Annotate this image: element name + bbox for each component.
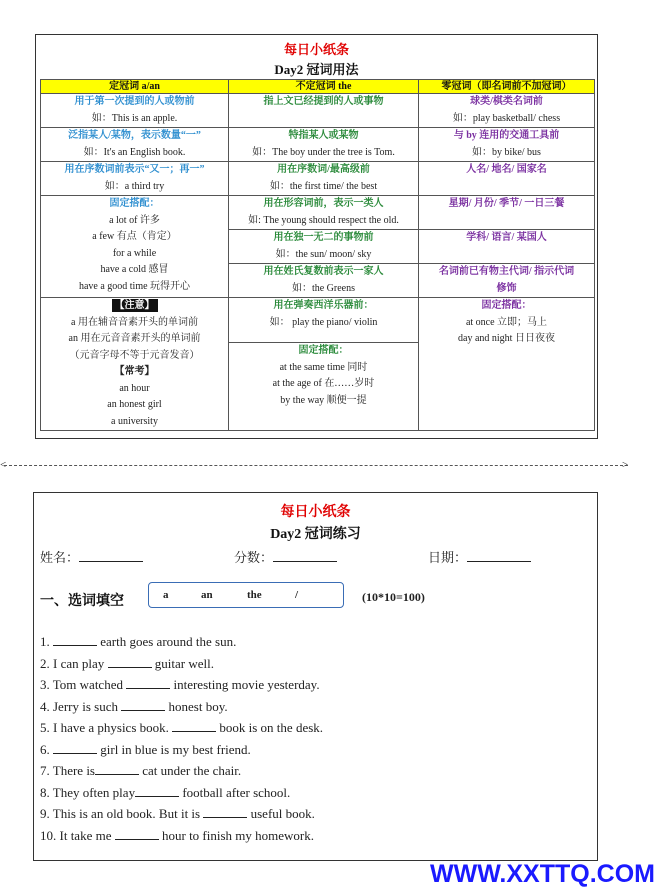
section-heading: 一、选词填空 <box>40 594 124 609</box>
example-text: 如：the Greens <box>291 282 356 294</box>
rule-text: 用在弹奏西洋乐器前： <box>273 300 374 311</box>
phrase-item: have a good time 玩得开心 <box>78 280 191 292</box>
rule-text: 特指某人或某物 <box>288 130 359 141</box>
example-text: 如： play the piano/ violin <box>269 316 378 328</box>
site-watermark: WWW.XXTTQ.COM <box>430 860 655 888</box>
answer-blank[interactable] <box>53 740 97 754</box>
answer-blank[interactable] <box>126 675 170 689</box>
rule-text: 学科/ 语言/ 某国人 <box>466 232 547 243</box>
phrase-item: at the same time 同时 <box>279 361 368 373</box>
common-label: 【常考】 <box>114 366 155 377</box>
rule-text: 与 by 连用的交通工具前 <box>453 130 560 141</box>
phrase-item: have a cold 感冒 <box>100 264 169 275</box>
question-item: 9. This is an old book. But it is useful book. <box>40 806 315 821</box>
score-field[interactable] <box>234 547 337 566</box>
article-rules-table <box>40 79 595 431</box>
question-item: 10. It take me hour to finish my homework. <box>40 827 314 843</box>
phrase-title: 固定搭配： <box>481 300 532 311</box>
common-item: an hour <box>119 382 150 394</box>
phrase-item: at the age of 在……岁时 <box>272 378 375 389</box>
score-label: 分数： <box>234 550 274 565</box>
question-item: 8. They often play football after school. <box>40 784 291 800</box>
rule-text: 修饰 <box>496 282 517 294</box>
answer-blank[interactable] <box>53 632 97 646</box>
example-text: 如：a third try <box>104 180 165 192</box>
date-blank[interactable] <box>467 549 531 562</box>
rule-text: 用在姓氏复数前表示一家人 <box>263 266 384 277</box>
phrase-item: a few 有点（肯定） <box>92 231 177 242</box>
rule-text: 星期/ 月份/ 季节/ 一日三餐 <box>448 198 565 209</box>
cut-line <box>4 465 628 466</box>
example-text: 如: The young should respect the old. <box>248 214 399 226</box>
score-blank[interactable] <box>273 549 337 562</box>
table-row <box>41 94 595 128</box>
phrase-item: at once 立即；马上 <box>465 316 548 328</box>
phrase-title: 固定搭配： <box>298 345 349 356</box>
rule-text: 泛指某人/某物，表示数量“一” <box>68 130 201 141</box>
word-option: a <box>163 589 169 601</box>
question-item: 3. Tom watched interesting movie yesterday. <box>40 677 320 692</box>
note-label: 【注意】 <box>112 299 158 312</box>
example-text: 如：play basketball/ chess <box>452 112 561 124</box>
rule-text: 球类/棋类名词前 <box>470 96 543 107</box>
common-item: a university <box>111 415 158 427</box>
usage-card-title: 每日小纸条 <box>283 42 349 57</box>
table-row <box>41 196 595 230</box>
phrase-title: 固定搭配： <box>109 198 160 209</box>
header-a-an: 定冠词 a/an <box>41 80 229 94</box>
rule-text: 用在独一无二的事物前 <box>273 232 374 243</box>
date-label: 日期： <box>428 550 468 565</box>
answer-blank[interactable] <box>95 761 139 775</box>
arrow-left-icon: < <box>0 459 7 471</box>
question-list <box>40 631 323 846</box>
date-field[interactable] <box>428 547 531 566</box>
table-row <box>41 162 595 196</box>
question-item: 7. There is cat under the chair. <box>40 763 242 778</box>
question-item: 1. earth goes around the sun. <box>40 634 237 649</box>
question-item: 5. I have a physics book. book is on the desk. <box>40 720 324 735</box>
header-the: 不定冠词 the <box>229 80 419 94</box>
example-text: 如：the sun/ moon/ sky <box>275 248 372 260</box>
table-row <box>41 298 595 343</box>
answer-blank[interactable] <box>172 718 216 732</box>
question-item: 6. girl in blue is my best friend. <box>40 741 251 757</box>
word-bank <box>148 582 344 608</box>
word-option: an <box>201 589 213 601</box>
score-note: (10*10=100) <box>362 590 425 604</box>
answer-blank[interactable] <box>203 804 247 818</box>
answer-blank[interactable] <box>108 654 152 668</box>
rule-text: 用在序数词前表示“又一；再一” <box>64 164 205 175</box>
arrow-right-icon: > <box>622 459 629 471</box>
rule-text: 用在形容词前，表示一类人 <box>263 198 384 209</box>
answer-blank[interactable] <box>115 826 159 840</box>
table-header-row <box>41 80 595 94</box>
usage-card <box>35 34 598 439</box>
rule-text: 人名/ 地名/ 国家名 <box>466 164 547 175</box>
question-item: 2. I can play guitar well. <box>40 655 214 671</box>
name-label: 姓名： <box>40 550 80 565</box>
phrase-item: by the way 顺便一提 <box>280 394 367 406</box>
phrase-item: a lot of 许多 <box>109 214 160 226</box>
example-text: 如：by bike/ bus <box>472 146 541 158</box>
exercise-card-subtitle: Day2 冠词练习 <box>270 527 361 542</box>
word-option: / <box>295 589 299 601</box>
name-blank[interactable] <box>79 549 143 562</box>
exercise-card-title: 每日小纸条 <box>280 505 351 520</box>
question-item: 4. Jerry is such honest boy. <box>40 698 228 714</box>
exercise-card <box>33 492 598 861</box>
example-text: 如：This is an apple. <box>91 112 178 124</box>
example-text: 如：It's an English book. <box>83 146 186 158</box>
phrase-item: for a while <box>112 247 157 259</box>
phrase-item: day and night 日日夜夜 <box>458 333 555 344</box>
example-text: 如：The boy under the tree is Tom. <box>252 146 395 158</box>
note-item: （元音字母不等于元音发音） <box>69 349 200 361</box>
common-item: an honest girl <box>107 399 162 410</box>
rule-text: 用在序数词/最高级前 <box>277 164 370 175</box>
example-text: 如：the first time/ the best <box>269 180 378 192</box>
name-field[interactable] <box>40 547 143 566</box>
answer-blank[interactable] <box>121 697 165 711</box>
rule-text: 指上文已经提到的人或事物 <box>263 96 384 107</box>
table-row <box>41 128 595 162</box>
rule-text: 用于第一次提到的人或物前 <box>74 96 195 107</box>
header-zero-article: 零冠词（即名词前不加冠词） <box>419 80 595 94</box>
answer-blank[interactable] <box>135 783 179 797</box>
usage-card-subtitle: Day2 冠词用法 <box>274 62 359 77</box>
note-item: an 用在元音音素开头的单词前 <box>68 333 201 344</box>
rule-text: 名词前已有物主代词/ 指示代词 <box>438 266 575 277</box>
note-item: a 用在辅音音素开头的单词前 <box>71 316 198 328</box>
word-option: the <box>247 589 262 601</box>
